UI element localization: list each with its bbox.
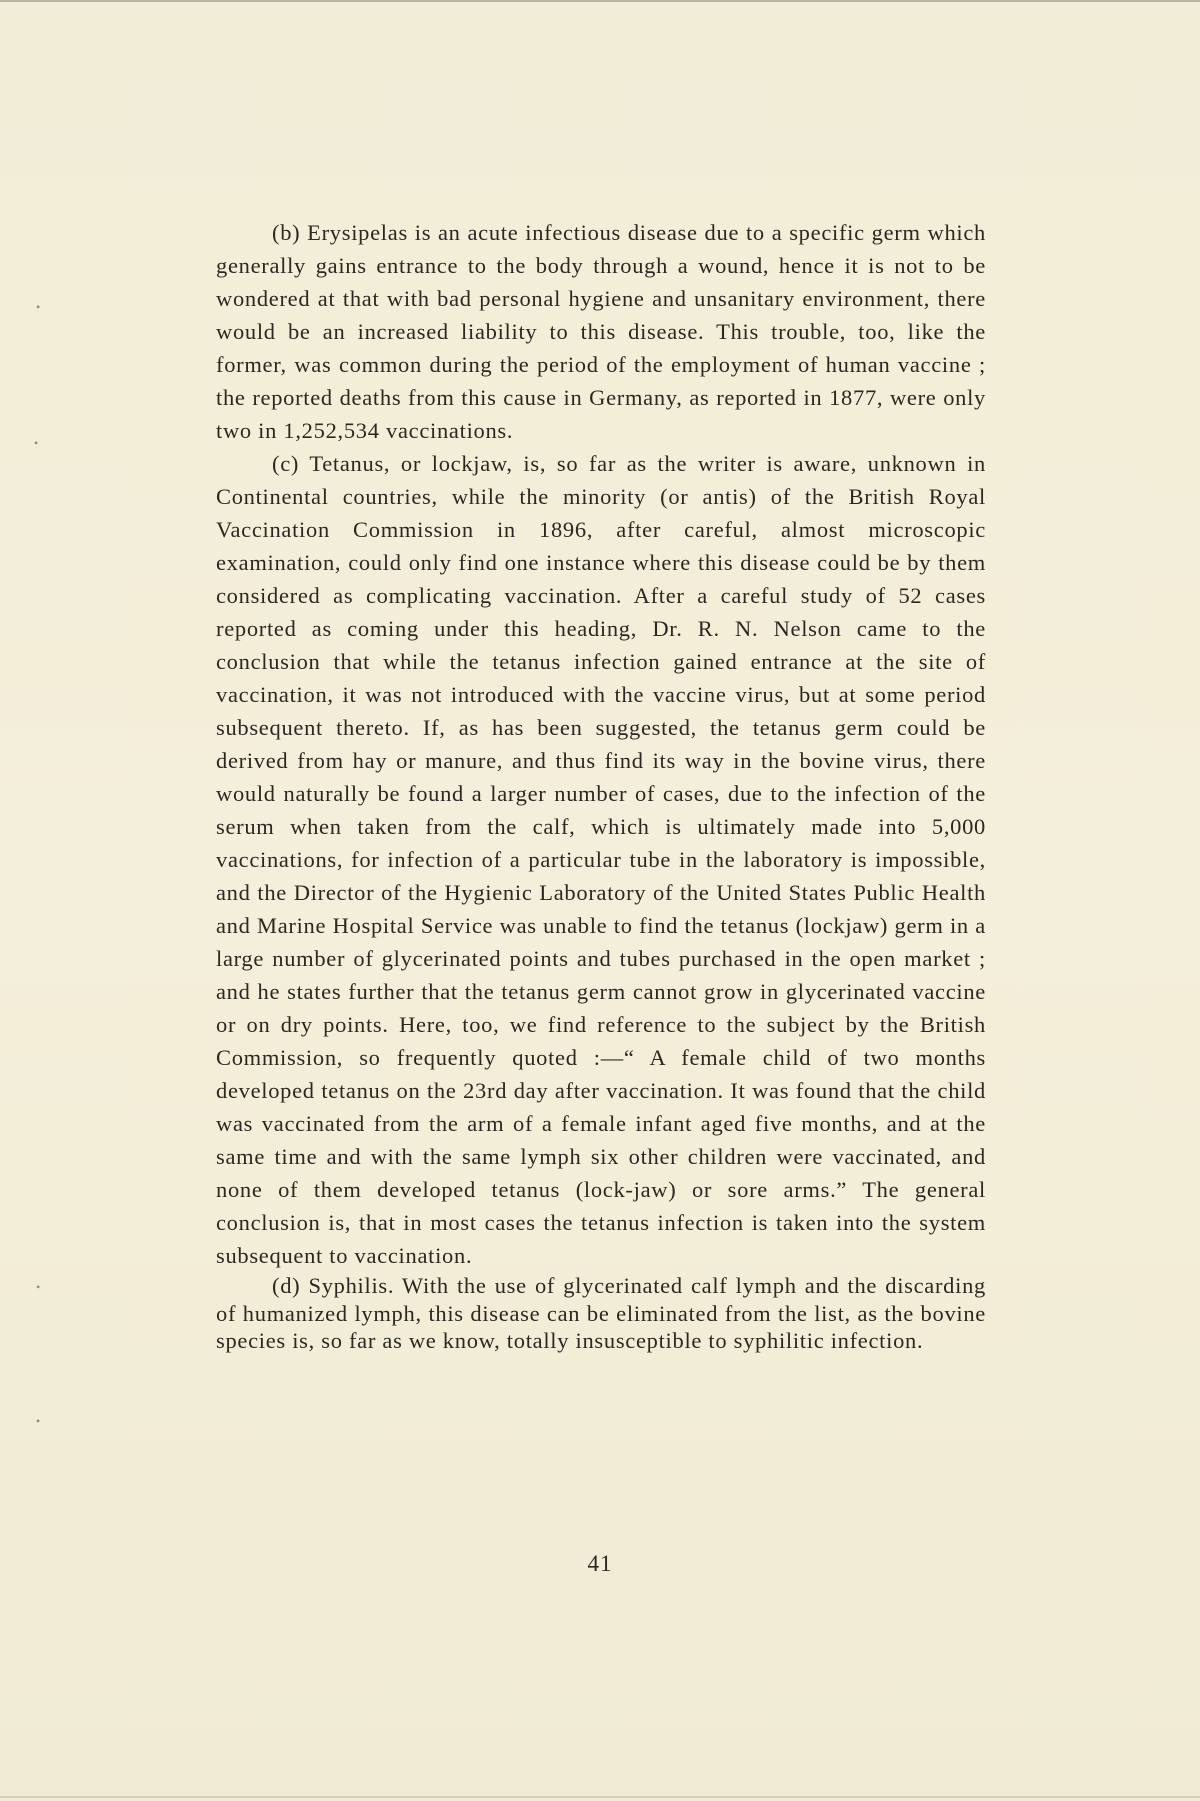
margin-speck: •	[36, 300, 41, 314]
body-text	[216, 216, 986, 1355]
paragraph-tetanus: (c) Tetanus, or lockjaw, is, so far as the writer is aware, unknown in Continental countries, while the minority (or antis) of the British Royal Vaccination Commission in 1896, after careful, almost microscopic examination, could only find one instance where this disease could be by them considered as complicating vaccination. After a careful study of 52 cases reported as coming under this heading, Dr. R. N. Nelson came to the conclusion that while the tetanus infection gained entrance at the site of vaccination, it was not introduced with the vaccine virus, but at some period subsequent thereto. If, as has been suggested, the tetanus germ could be derived from hay or manure, and thus find its way in the bovine virus, there would naturally be found a larger number of cases, due to the infection of the serum when taken from the calf, which is ultimately made into 5,000 vaccinations, for infection of a particular tube in the laboratory is impossible, and the Director of the Hygienic Laboratory of the United States Public Health and Marine Hospital Service was unable to find the tetanus (lockjaw) germ in a large number of glycerinated points and tubes purchased in the open market ; and he states further that the tetanus germ cannot grow in glycerinated vaccine or on dry points. Here, too, we find reference to the subject by the British Commission, so frequently quoted :—“ A female child of two months developed tetanus on the 23rd day after vaccination. It was found that the child was vaccinated from the arm of a female infant aged five months, and at the same time and with the same lymph six other children were vaccinated, and none of them developed tetanus (lock-jaw) or sore arms.” The general conclusion is, that in most cases the tetanus infection is taken into the system subsequent to vaccination.	[216, 451, 986, 1268]
page-number: 41	[587, 1551, 613, 1576]
paragraph-syphilis: (d) Syphilis. With the use of glycerinated calf lymph and the discarding of humanized lymph, this disease can be eliminated from the list, as the bovine species is, so far as we know, totally insusceptible to syphilitic infection.	[216, 1273, 986, 1353]
margin-speck: •	[34, 436, 39, 450]
page-top-edge	[0, 0, 1200, 2]
margin-speck: •	[36, 1414, 41, 1428]
margin-speck: •	[36, 1280, 41, 1294]
page-bottom-edge	[0, 1796, 1200, 1798]
paragraph-erysipelas: (b) Erysipelas is an acute infectious disease due to a specific germ which generally gains entrance to the body through a wound, hence it is not to be wondered at that with bad personal hygiene and unsanitary environment, there would be an increased liability to this disease. This trouble, too, like the former, was common during the period of the employment of human vaccine ; the reported deaths from this cause in Germany, as reported in 1877, were only two in 1,252,534 vaccinations.	[216, 220, 986, 443]
